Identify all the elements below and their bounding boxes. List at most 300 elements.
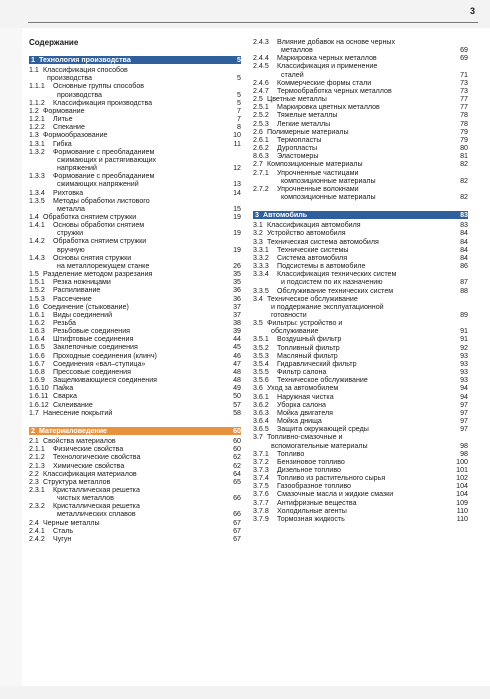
- toc-entry: [253, 229, 468, 237]
- toc-entry-page: 93: [460, 368, 468, 377]
- toc-entry-page: 93: [460, 359, 468, 368]
- toc-entry-number: 3.5.2: [253, 343, 269, 352]
- toc-entry-number: 2.1: [29, 437, 39, 446]
- toc-entry-title: Распиливание: [53, 286, 101, 295]
- toc-entry-number: 2.4.7: [253, 86, 269, 95]
- toc-entry-page: 102: [456, 474, 468, 483]
- toc-entry-number: 1.3.5: [29, 196, 45, 205]
- toc-entry-page: 46: [233, 351, 241, 360]
- toc-entry-title-continued: сжимающих и растягивающих: [57, 155, 157, 164]
- toc-entry-title: Основы обработки снятием: [53, 221, 145, 230]
- toc-entry-page: 104: [456, 490, 468, 499]
- toc-entry-title: Рассечение: [53, 294, 92, 303]
- toc-entry-number: 3.7.6: [253, 490, 269, 499]
- toc-entry-page: 66: [233, 510, 241, 519]
- toc-entry-title: Формование с преобладанием: [53, 147, 155, 156]
- toc-entry-number: 3.7.3: [253, 465, 269, 474]
- toc-entry-title: Топливно-смазочные и: [267, 433, 343, 442]
- toc-entry-title: Техническое обслуживание: [267, 294, 358, 303]
- toc-entry-number: 2.4.2: [29, 534, 45, 543]
- toc-entry-page: 11: [233, 139, 241, 148]
- toc-entry-title: Термообработка черных металлов: [277, 86, 392, 95]
- toc-entry-page: 89: [460, 311, 468, 319]
- toc-entry: [253, 319, 468, 335]
- toc-entry-page: 87: [460, 278, 468, 287]
- toc-entry-number: 3.7.7: [253, 498, 269, 507]
- toc-entry-page: 69: [460, 46, 468, 55]
- toc-entry-title: Классификация материалов: [43, 469, 137, 478]
- toc-entry-page: 10: [233, 131, 241, 140]
- toc-entry: [29, 392, 241, 400]
- toc-entry-title: Мойка днища: [277, 417, 322, 426]
- toc-entry-number: 3.5.3: [253, 351, 269, 360]
- toc-entry-number: 1.5: [29, 270, 39, 279]
- toc-entry-title-continued: напряжений: [57, 164, 97, 173]
- toc-entry-title-continued: композиционные материалы: [281, 192, 376, 201]
- toc-entry-page: 77: [460, 95, 468, 104]
- toc-entry-number: 3.7.2: [253, 457, 269, 466]
- toc-entry-page: 84: [460, 229, 468, 238]
- toc-entry: [253, 221, 468, 229]
- toc-entry-title: Рихтовка: [53, 188, 84, 197]
- toc-entry: [29, 213, 241, 221]
- toc-entry-page: 81: [460, 152, 468, 161]
- toc-entry-title: Уход за автомобилем: [267, 384, 339, 393]
- toc-entry-number: 1.6: [29, 302, 39, 311]
- toc-entry: [253, 262, 468, 270]
- toc-entry-title: Спекание: [53, 123, 85, 132]
- toc-entry-page: 67: [233, 518, 241, 527]
- toc-entry: [253, 384, 468, 392]
- toc-entry-number: 1.6.3: [29, 327, 45, 336]
- toc-entry-title-continued: сжимающих напряжений: [57, 180, 139, 189]
- toc-entry-title: Дизельное топливо: [277, 465, 341, 474]
- toc-entry-page: 65: [233, 477, 241, 486]
- toc-entry: [253, 79, 468, 87]
- toc-entry-title: Обработка снятием стружки: [43, 212, 137, 221]
- toc-entry-title: Формообразование: [43, 131, 108, 140]
- toc-entry-title-continued: готовности: [271, 311, 307, 319]
- toc-entry: [253, 128, 468, 136]
- toc-entry-title: Устройство автомобиля: [267, 229, 346, 238]
- toc-entry-page: 82: [460, 192, 468, 201]
- toc-entry: [29, 303, 241, 311]
- toc-entry: [29, 286, 241, 294]
- toc-entry-page: 104: [456, 482, 468, 491]
- toc-entry-page: 19: [233, 229, 241, 238]
- toc-entry: [253, 515, 468, 523]
- toc-entry: [253, 38, 468, 54]
- toc-entry-title-continued: металла: [57, 204, 85, 213]
- toc-entry: [253, 352, 468, 360]
- toc-entry-page: 8: [237, 123, 241, 132]
- toc-entry-title: Бензиновое топливо: [277, 457, 345, 466]
- toc-entry: [29, 237, 241, 253]
- toc-entry: [29, 140, 241, 148]
- toc-entry-number: 3.5: [253, 319, 263, 328]
- toc-entry-title: Нанесение покрытий: [43, 408, 113, 417]
- toc-entry: [253, 120, 468, 128]
- toc-entry-number: 1.3.1: [29, 139, 45, 148]
- toc-entry-number: 2.4.4: [253, 54, 269, 63]
- toc-entry: [253, 152, 468, 160]
- toc-entry-title: Маркировка цветных металлов: [277, 103, 380, 112]
- toc-entry-title: Резьба: [53, 319, 77, 327]
- toc-entry-title: Основы снятия стружки: [53, 253, 132, 262]
- toc-entry-number: 3.6.2: [253, 400, 269, 409]
- toc-entry: [29, 502, 241, 518]
- toc-entry: [29, 343, 241, 351]
- toc-entry-title: Штифтовые соединения: [53, 335, 134, 344]
- toc-entry: [253, 136, 468, 144]
- toc-entry-page: 58: [233, 408, 241, 417]
- toc-entry-number: 2.5.1: [253, 103, 269, 112]
- toc-entry-page: 94: [460, 392, 468, 401]
- toc-entry-number: 3.7.8: [253, 506, 269, 515]
- toc-entry-page: 82: [460, 176, 468, 185]
- toc-entry-number: 1.6.12: [29, 400, 49, 409]
- toc-entry-title: Упрочненные волокнами: [277, 184, 359, 193]
- toc-entry-number: 3.3.5: [253, 286, 269, 295]
- toc-entry-page: 97: [460, 417, 468, 426]
- toc-entry-number: 3.3.3: [253, 262, 269, 271]
- toc-entry-title: Основные группы способов: [53, 82, 145, 91]
- toc-entry-page: 98: [460, 449, 468, 458]
- toc-entry-page: 110: [456, 514, 468, 523]
- toc-entry: [253, 499, 468, 507]
- toc-entry-page: 110: [456, 506, 468, 515]
- toc-list-left: [29, 56, 241, 543]
- toc-entry-page: 57: [233, 400, 241, 409]
- toc-entry-title-continued: на металлорежущем станке: [57, 261, 150, 270]
- toc-entry-number: 3.7.9: [253, 514, 269, 523]
- toc-entry: [29, 368, 241, 376]
- toc-section-heading: [29, 56, 241, 64]
- toc-entry: [29, 360, 241, 368]
- toc-entry-page: 7: [237, 115, 241, 124]
- toc-entry-page: 66: [233, 494, 241, 503]
- toc-entry-title: Обработка снятием стружки: [53, 237, 147, 246]
- toc-entry-page: 67: [233, 526, 241, 535]
- toc-entry-page: 5: [237, 74, 241, 83]
- toc-entry-page: 36: [233, 286, 241, 295]
- toc-entry-title: Склеивание: [53, 400, 93, 409]
- toc-entry: [253, 474, 468, 482]
- toc-entry-title: Топливный фильтр: [277, 343, 340, 352]
- toc-entry-title-continued: вручную: [57, 245, 85, 254]
- toc-entry-title: Формование с преобладанием: [53, 172, 155, 181]
- toc-entry: [29, 148, 241, 172]
- toc-entry: [29, 254, 241, 270]
- toc-entry-title: Классификация производства: [53, 98, 153, 107]
- toc-entry-title: Разделение методом разрезания: [43, 270, 153, 279]
- toc-entry-page: 7: [237, 106, 241, 115]
- toc-entry-page: 60: [233, 426, 241, 435]
- toc-entry: [253, 295, 468, 319]
- toc-entry: [29, 311, 241, 319]
- toc-entry: [29, 409, 241, 417]
- toc-entry-title: Защита окружающей среды: [277, 425, 369, 434]
- toc-entry-title: Кристаллическая решетка: [53, 502, 140, 511]
- toc-entry-number: 1.6.1: [29, 310, 45, 319]
- toc-entry-page: 48: [233, 367, 241, 376]
- toc-entry-title: Дуропласты: [277, 144, 318, 153]
- toc-entry-title-continued: сталей: [281, 70, 304, 79]
- toc-entry-number: 1.6.11: [29, 392, 49, 401]
- toc-entry: [29, 82, 241, 98]
- toc-entry-number: 3.6.4: [253, 417, 269, 426]
- toc-entry-title: Химические свойства: [53, 461, 125, 470]
- toc-entry-title: Гибка: [53, 139, 72, 148]
- toc-entry-title: Техническая система автомобиля: [267, 237, 379, 246]
- toc-entry-page: 79: [460, 127, 468, 136]
- toc-entry: [29, 352, 241, 360]
- toc-entry: [29, 535, 241, 543]
- toc-entry-page: 77: [460, 103, 468, 112]
- toc-entry-page: 94: [460, 384, 468, 393]
- toc-entry-title: Заклепочные соединения: [53, 343, 138, 352]
- toc-entry-page: 101: [456, 465, 468, 474]
- toc-entry-page: 93: [460, 376, 468, 385]
- toc-entry-page: 50: [233, 392, 241, 401]
- toc-entry-number: 2.4.3: [253, 38, 269, 46]
- toc-entry-page: 49: [233, 384, 241, 393]
- toc-entry-number: 1.4.1: [29, 221, 45, 230]
- toc-entry-page: 39: [233, 327, 241, 336]
- toc-entry-page: 97: [460, 408, 468, 417]
- toc-entry: [29, 189, 241, 197]
- toc-entry-number: 3: [255, 211, 259, 220]
- toc-entry-number: 3.5.4: [253, 359, 269, 368]
- header-rule: [28, 22, 478, 23]
- toc-entry-number: 1.1: [29, 66, 39, 75]
- toc-entry-number: 8.6.3: [253, 152, 269, 161]
- toc-entry-number: 2.2: [29, 469, 39, 478]
- toc-entry-number: 2.5: [253, 95, 263, 104]
- toc-entry-page: 83: [460, 211, 468, 220]
- toc-entry-number: 1.4: [29, 212, 39, 221]
- toc-entry-title: Формование: [43, 106, 85, 115]
- toc-entry: [253, 433, 468, 449]
- toc-entry-number: 3.2: [253, 229, 263, 238]
- toc-entry-page: 69: [460, 54, 468, 63]
- toc-entry-title: Пайка: [53, 384, 74, 393]
- toc-list-right: [253, 38, 468, 523]
- toc-entry-number: 1.5.2: [29, 286, 45, 295]
- toc-entry-title: Масляный фильтр: [277, 351, 338, 360]
- toc-entry: [253, 376, 468, 384]
- toc-entry: [29, 453, 241, 461]
- page-margin: [0, 28, 22, 699]
- toc-entry-title: Защелкивающиеся соединения: [53, 376, 158, 385]
- toc-entry-number: 2.3.1: [29, 485, 45, 494]
- toc-entry-title: Подсистемы в автомобиле: [277, 262, 366, 271]
- toc-entry-title-continued: металлов: [281, 46, 313, 55]
- toc-entry: [29, 486, 241, 502]
- toc-entry-page: 109: [456, 498, 468, 507]
- toc-entry-number: 1.5.3: [29, 294, 45, 303]
- toc-entry-number: 1.6.8: [29, 367, 45, 376]
- toc-entry: [29, 527, 241, 535]
- toc-entry-number: 3.6: [253, 384, 263, 393]
- toc-entry: [253, 111, 468, 119]
- toc-entry-number: 1.7: [29, 408, 39, 417]
- toc-entry-title: Техническое обслуживание: [277, 376, 368, 385]
- toc-entry-title: Уборка салона: [277, 400, 326, 409]
- toc-entry: [29, 437, 241, 445]
- toc-column-left: [29, 38, 241, 543]
- toc-entry-number: 2.6: [253, 127, 263, 136]
- toc-entry-number: 2.6.1: [253, 135, 269, 144]
- toc-entry-page: 19: [233, 245, 241, 254]
- toc-entry: [29, 172, 241, 188]
- toc-entry-number: 1.6.9: [29, 376, 45, 385]
- toc-entry-page: 5: [237, 90, 241, 99]
- toc-entry-title: Литье: [53, 115, 73, 124]
- toc-entry: [253, 401, 468, 409]
- toc-entry-number: 3.6.1: [253, 392, 269, 401]
- toc-entry-number: 3.1: [253, 221, 263, 230]
- toc-entry-page: 35: [233, 278, 241, 287]
- toc-entry-title: Технология производства: [39, 56, 131, 64]
- toc-entry-page: 35: [233, 270, 241, 279]
- toc-entry-title: Мойка двигателя: [277, 408, 334, 417]
- toc-entry: [29, 445, 241, 453]
- toc-entry: [253, 287, 468, 295]
- toc-entry-number: 1: [31, 56, 35, 64]
- page-footer: [0, 686, 490, 699]
- toc-entry-page: 83: [460, 221, 468, 230]
- toc-entry-title: Соединения «вал–ступица»: [53, 359, 146, 368]
- toc-entry: [29, 270, 241, 278]
- toc-entry-title: Гидравлический фильтр: [277, 359, 357, 368]
- toc-entry-page: 73: [460, 86, 468, 95]
- toc-entry-number: 3.6.5: [253, 425, 269, 434]
- toc-entry-title: Классификация способов: [43, 66, 128, 75]
- toc-entry-number: 1.2.1: [29, 115, 45, 124]
- toc-entry-page: 62: [233, 461, 241, 470]
- toc-entry-page: 45: [233, 343, 241, 352]
- toc-entry: [253, 160, 468, 168]
- toc-entry-title-continued: чистых металлов: [57, 494, 114, 503]
- toc-entry: [253, 246, 468, 254]
- toc-entry-title: Сталь: [53, 526, 74, 535]
- toc-entry: [253, 95, 468, 103]
- toc-entry: [253, 393, 468, 401]
- toc-entry-title: Автомобиль: [263, 211, 308, 220]
- toc-entry: [253, 270, 468, 286]
- toc-entry-number: 3.3.4: [253, 270, 269, 279]
- toc-entry-title: Классификация и применение: [277, 62, 378, 71]
- toc-entry: [29, 376, 241, 384]
- toc-entry-page: 44: [233, 335, 241, 344]
- toc-entry-page: 91: [460, 327, 468, 336]
- toc-entry-title: Упрочненные частицами: [277, 168, 359, 177]
- toc-entry-page: 91: [460, 335, 468, 344]
- toc-entry-page: 78: [460, 119, 468, 128]
- toc-entry-page: 26: [233, 261, 241, 270]
- toc-entry-page: 86: [460, 262, 468, 271]
- toc-entry-title: Кристаллическая решетка: [53, 485, 140, 494]
- toc-entry-title: Антифризные вещества: [277, 498, 357, 507]
- toc-entry-number: 1.6.5: [29, 343, 45, 352]
- toc-entry: [29, 319, 241, 327]
- toc-entry-number: 1.6.10: [29, 384, 49, 393]
- toc-entry: [29, 107, 241, 115]
- toc-entry-page: 73: [460, 78, 468, 87]
- toc-entry-number: 1.5.1: [29, 278, 45, 287]
- toc-entry-title: Обслуживание технических систем: [277, 286, 394, 295]
- toc-entry-title: Маркировка черных металлов: [277, 54, 377, 63]
- toc-entry-title: Холодильные агенты: [277, 506, 347, 515]
- toc-entry-title: Классификация автомобиля: [267, 221, 361, 230]
- toc-entry: [253, 103, 468, 111]
- toc-entry-title: Классификация технических систем: [277, 270, 397, 279]
- toc-entry-number: 1.6.4: [29, 335, 45, 344]
- toc-entry-title-continued: и подсистем по их назначению: [281, 278, 383, 287]
- toc-entry-title: Влияние добавок на основе черных: [277, 38, 396, 46]
- toc-entry-number: 1.3.3: [29, 172, 45, 181]
- toc-entry-number: 2.5.3: [253, 119, 269, 128]
- toc-entry-page: 100: [456, 457, 468, 466]
- toc-entry-number: 2.3.2: [29, 502, 45, 511]
- toc-entry-number: 2.4: [29, 518, 39, 527]
- toc-entry-page: 93: [460, 351, 468, 360]
- toc-entry: [253, 466, 468, 474]
- toc-entry-page: 36: [233, 294, 241, 303]
- toc-entry-number: 3.4: [253, 294, 263, 303]
- toc-entry: [29, 66, 241, 82]
- toc-entry-title-continued: композиционные материалы: [281, 176, 376, 185]
- toc-entry-title: Воздушный фильтр: [277, 335, 342, 344]
- toc-entry: [29, 131, 241, 139]
- toc-entry: [29, 197, 241, 213]
- toc-entry-number: 1.1.2: [29, 98, 45, 107]
- toc-entry-page: 14: [233, 188, 241, 197]
- toc-entry-title: Методы обработки листового: [53, 196, 150, 205]
- toc-entry-title-continued: производства: [47, 74, 92, 83]
- toc-entry-number: 2.6.2: [253, 144, 269, 153]
- toc-entry-title-continued: производства: [57, 90, 102, 99]
- toc-entry-page: 13: [233, 180, 241, 189]
- toc-entry-title-continued: вспомогательные материалы: [271, 441, 368, 450]
- toc-entry-number: 3.7.5: [253, 482, 269, 491]
- toc-entry-title: Смазочные масла и жидкие смазки: [277, 490, 394, 499]
- toc-entry-number: 1.2: [29, 106, 39, 115]
- toc-entry: [253, 254, 468, 262]
- toc-entry-title: Полимерные материалы: [267, 127, 349, 136]
- toc-entry: [253, 458, 468, 466]
- section-gap: [253, 201, 468, 207]
- toc-entry: [29, 384, 241, 392]
- toc-entry-title: Топливо: [277, 449, 305, 458]
- toc-entry-title: Резка ножницами: [53, 278, 111, 287]
- toc-entry: [253, 54, 468, 62]
- toc-entry-title: Технологические свойства: [53, 453, 141, 462]
- toc-entry-title: Тяжелые металлы: [277, 111, 338, 120]
- toc-entry: [29, 335, 241, 343]
- toc-section-heading: [29, 427, 241, 435]
- section-gap: [29, 417, 241, 423]
- toc-entry-number: 2.1.1: [29, 445, 45, 454]
- toc-entry-number: 3.3.2: [253, 253, 269, 262]
- toc-entry-title: Фильтр салона: [277, 368, 327, 377]
- toc-entry: [253, 409, 468, 417]
- toc-entry: [253, 425, 468, 433]
- toc-entry-title: Физические свойства: [53, 445, 124, 454]
- toc-entry-page: 19: [233, 212, 241, 221]
- toc-entry-page: 67: [233, 534, 241, 543]
